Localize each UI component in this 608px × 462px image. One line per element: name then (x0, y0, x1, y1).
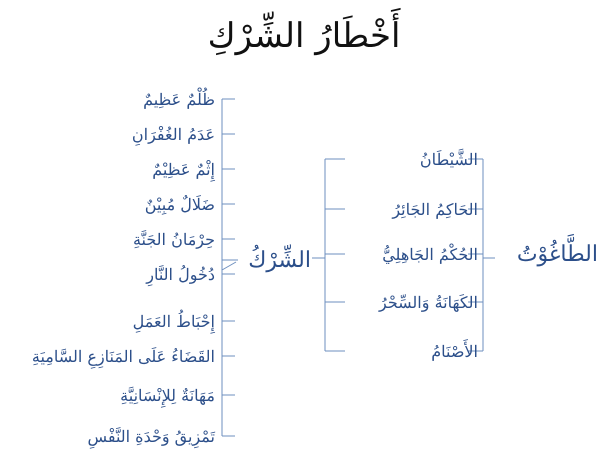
danger-item: ظُلْمٌ عَظِيمٌ (143, 90, 215, 109)
taghut-type-item: الكَهَانَةُ وَالسِّحْرُ (379, 293, 478, 312)
hub-node-shirk: الشِّرْكُ (248, 248, 311, 273)
danger-item: ضَلَالٌ مُبِيْنٌ (144, 195, 215, 214)
danger-item: إِثْمٌ عَظِيْمٌ (152, 160, 215, 179)
diagram-title: أَخْطَارُ الشِّرْكِ (207, 16, 401, 56)
danger-item: حِرْمَانُ الجَنَّةِ (132, 230, 215, 249)
danger-item: عَدَمُ الغُفْرَانِ (131, 125, 215, 144)
danger-item: دُخُولُ النَّارِ (146, 265, 215, 284)
danger-item: مَهَانَةٌ لِلإِنْسَانِيَّةِ (120, 386, 215, 405)
danger-item: إِحْبَاطُ العَمَلِ (132, 312, 215, 331)
danger-item: القَضَاءُ عَلَى المَنَازِعِ السَّامِيَةِ (31, 347, 215, 366)
danger-item: تَمْزِيقُ وَحْدَةِ النَّفْسِ (87, 427, 215, 446)
taghut-type-item: الشَّيْطَانُ (419, 150, 478, 169)
root-node-taghut: الطَّاغُوْتُ (516, 242, 598, 267)
taghut-type-item: الأَصْنَامُ (431, 342, 478, 361)
taghut-type-item: الحُكْمُ الجَاهِلِيُّ (382, 245, 478, 264)
taghut-type-item: الحَاكِمُ الجَائِرُ (392, 200, 478, 219)
dangers-bracket-notch (222, 262, 236, 270)
